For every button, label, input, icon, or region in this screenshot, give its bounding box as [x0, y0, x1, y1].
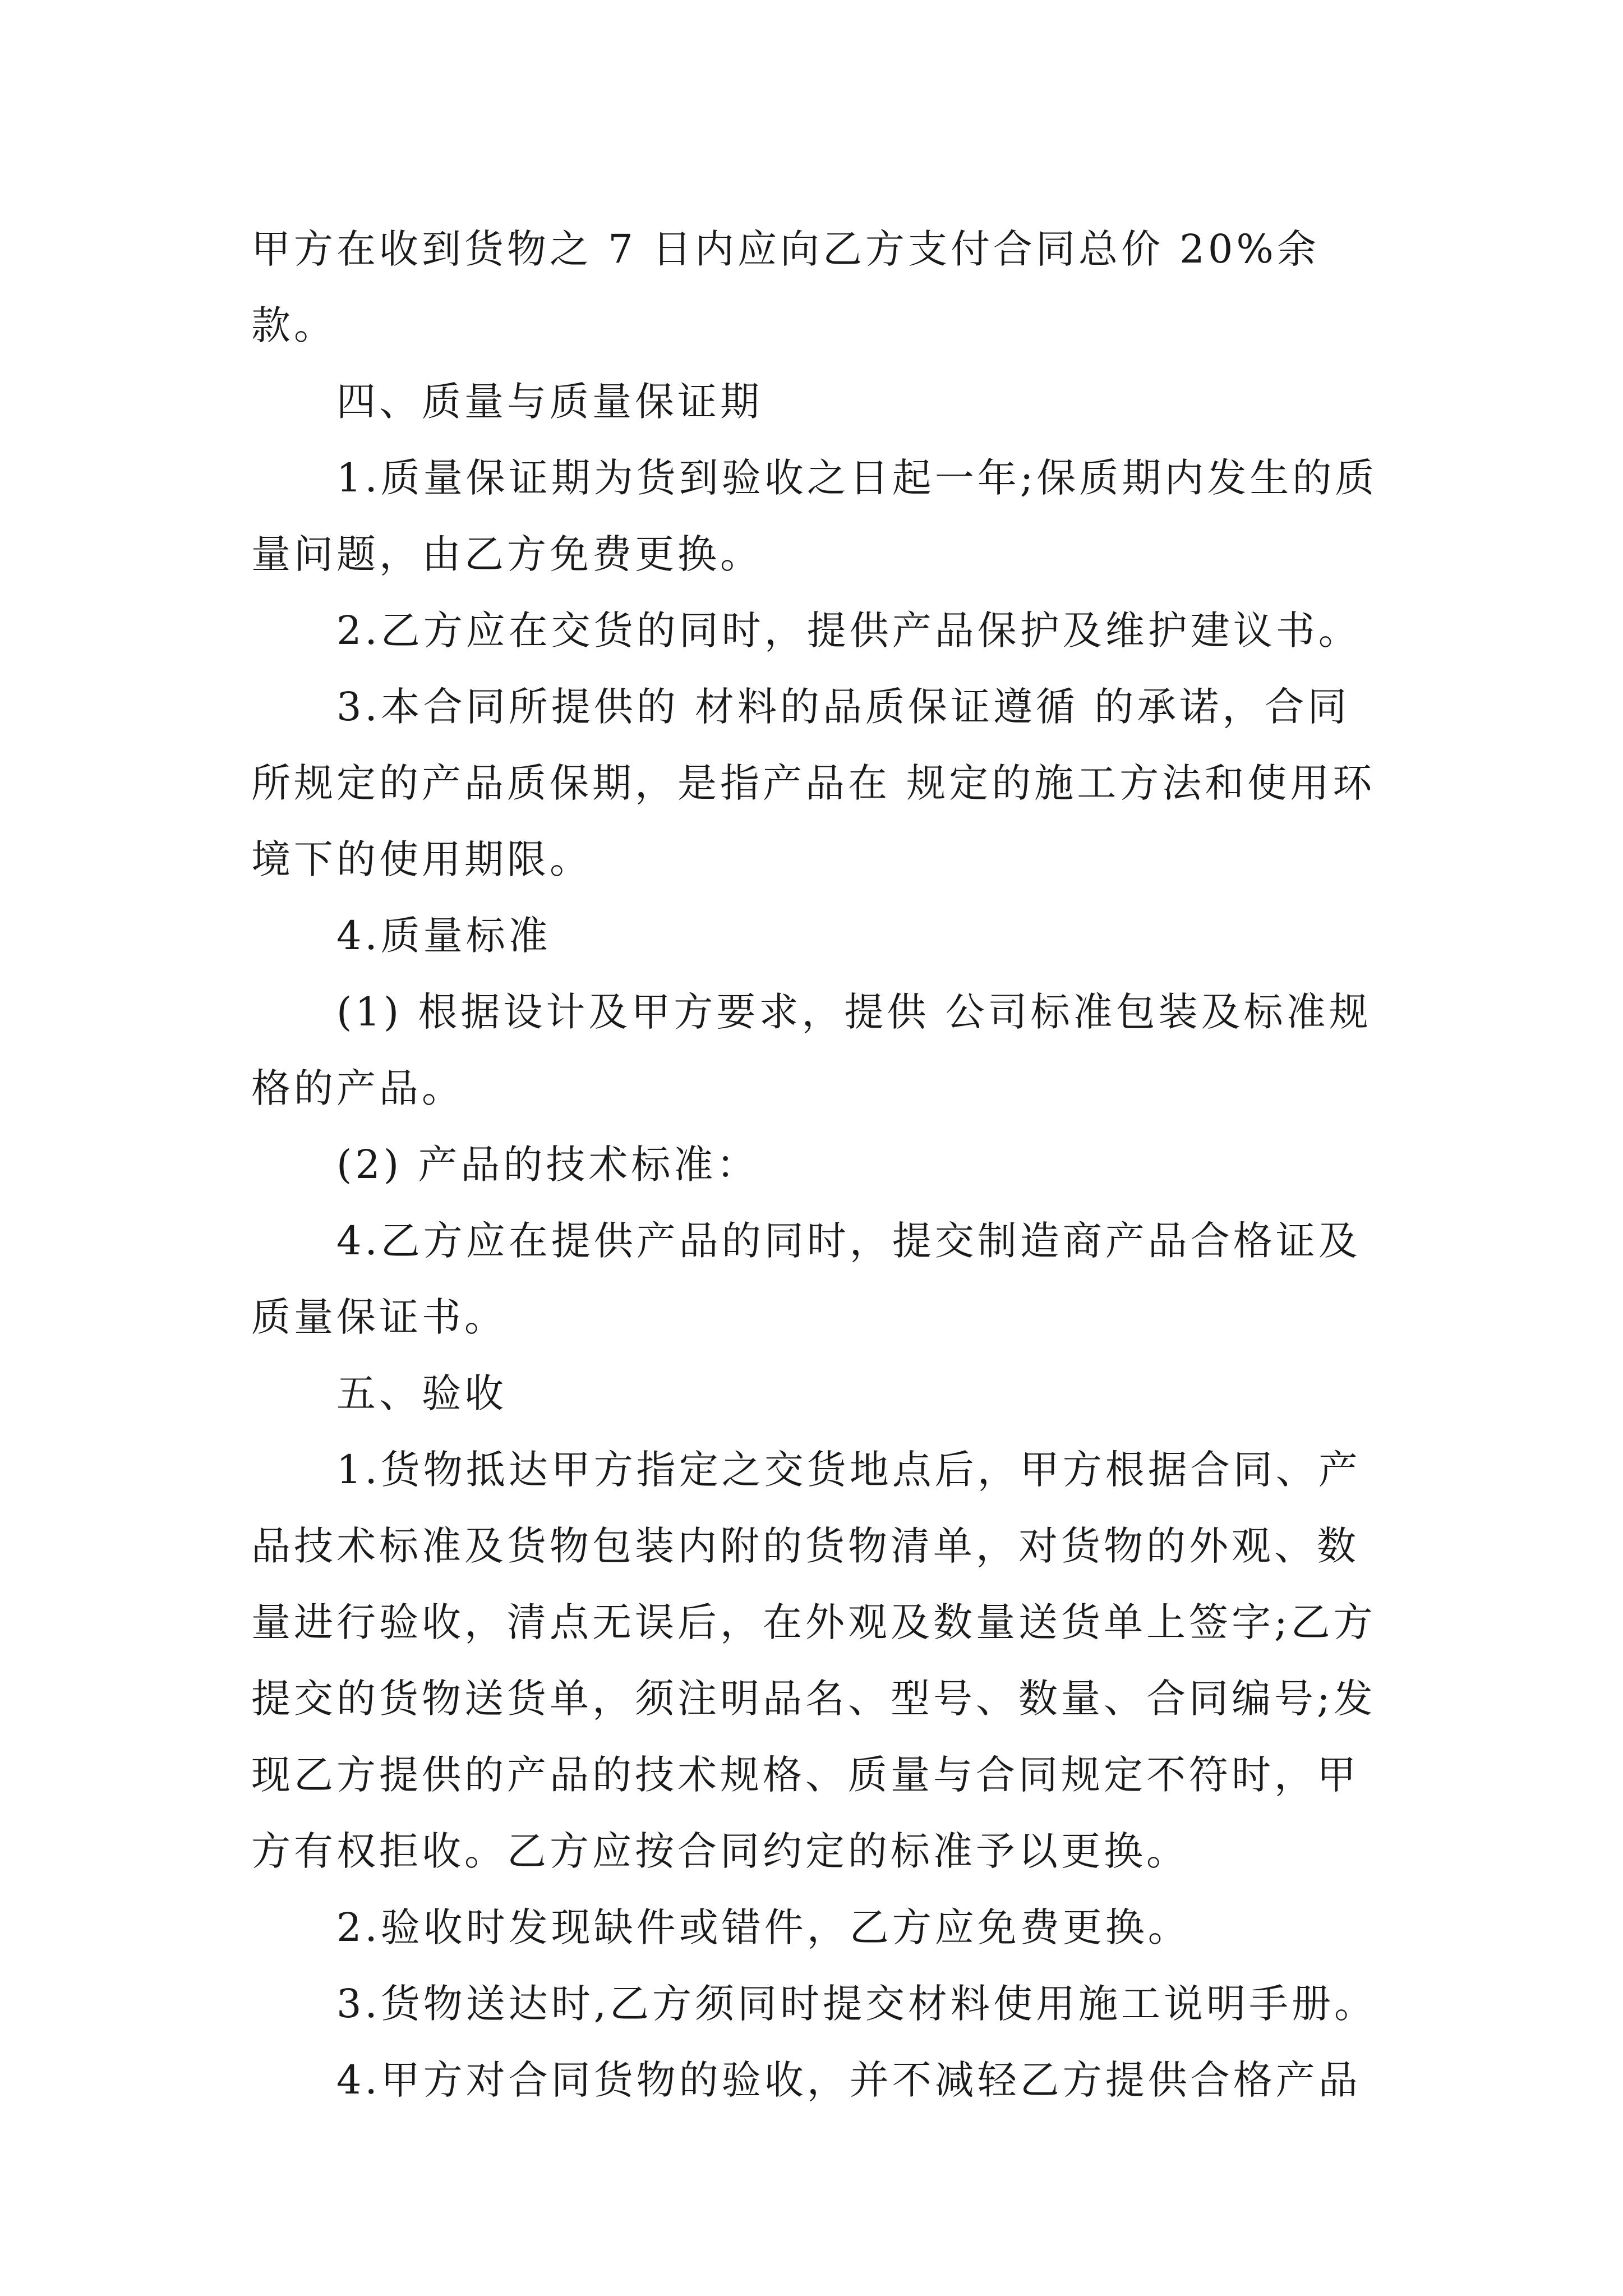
paragraph: 3.本合同所提供的 材料的品质保证遵循 的承诺，合同所规定的产品质保期，是指产品在 规定的施工方法和使用环境下的使用期限。	[251, 684, 1376, 882]
paragraph: 甲方在收到货物之 7 日内应向乙方支付合同总价 20%余款。	[251, 226, 1320, 348]
paragraph: 2.验收时发现缺件或错件，乙方应免费更换。	[336, 1904, 1191, 1950]
subsection-heading: 4.质量标准	[336, 913, 551, 959]
paragraph: 1.货物抵达甲方指定之交货地点后，甲方根据合同、产品技术标准及货物包装内附的货物清单，对货物的外观、数量进行验收，清点无误后，在外观及数量送货单上签字;乙方提交的货物送货单，须注明品名、型号、数量、合同编号;发现乙方提供的产品的技术规格、质量与合同规定不符时，甲方有权拒收。乙方应按合同约定的标准予以更换。	[251, 1447, 1376, 1874]
paragraph: 4.乙方应在提供产品的同时，提交制造商产品合格证及质量保证书。	[251, 1218, 1361, 1340]
document-body	[251, 211, 1390, 2118]
section-heading: 四、质量与质量保证期	[336, 379, 763, 425]
section-heading: 五、验收	[336, 1370, 507, 1416]
paragraph: (1) 根据设计及甲方要求，提供 公司标准包装及标准规格的产品。	[251, 989, 1372, 1111]
paragraph: (2) 产品的技术标准：	[336, 1142, 759, 1188]
paragraph: 3.货物送达时,乙方须同时提交材料使用施工说明手册。	[336, 1981, 1377, 2027]
paragraph: 1.质量保证期为货到验收之日起一年;保质期内发生的质量问题，由乙方免费更换。	[251, 455, 1378, 577]
paragraph: 4.甲方对合同货物的验收，并不减轻乙方提供合格产品	[336, 2057, 1361, 2103]
paragraph: 2.乙方应在交货的同时，提供产品保护及维护建议书。	[336, 608, 1361, 654]
